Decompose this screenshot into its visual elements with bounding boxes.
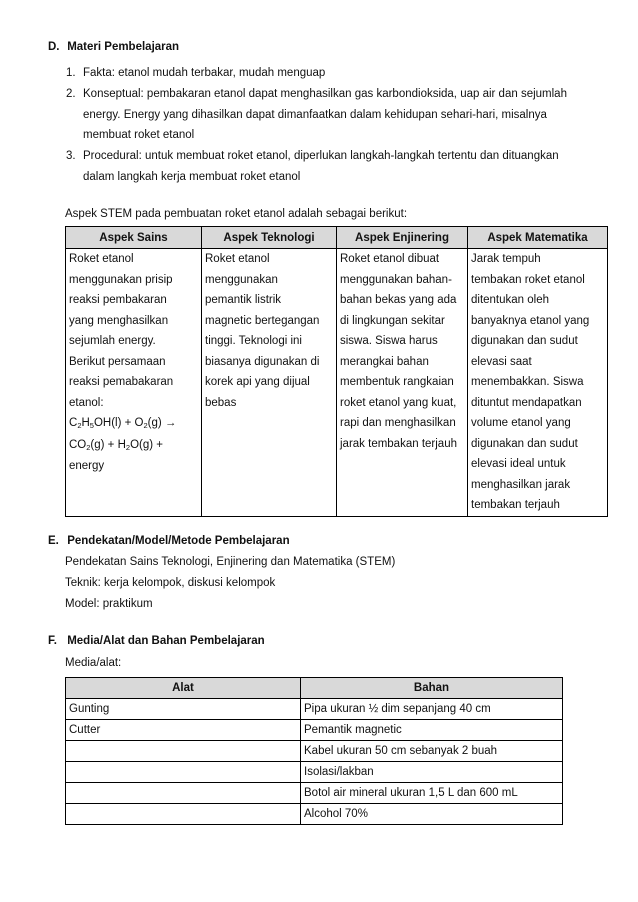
sains-line: Berikut persamaan — [69, 355, 166, 368]
alat-cell — [66, 804, 301, 825]
header-bahan: Bahan — [301, 678, 563, 699]
section-d-title: Materi Pembelajaran — [67, 41, 180, 53]
item-1-line-1: Fakta: etanol mudah terbakar, mudah menguap — [83, 67, 326, 79]
teknologi-line: bebas — [205, 396, 237, 409]
item-2-number: 2. — [66, 88, 76, 100]
matematika-line: volume etanol yang — [471, 417, 571, 429]
eq-tail: (g) → — [147, 417, 177, 429]
alat-cell: Cutter — [66, 720, 301, 741]
eq-o-sub: 2 — [143, 421, 148, 430]
matematika-line: digunakan dan sudut — [471, 437, 578, 450]
section-e-title: Pendekatan/Model/Metode Pembelajaran — [67, 535, 290, 547]
sains-line: sejumlah energy. — [69, 335, 156, 347]
matematika-line: elevasi saat — [471, 355, 532, 368]
item-1-number: 1. — [66, 67, 76, 79]
item-2-line-2: energy. Energy yang dihasilkan dapat dimanfaatkan dalam kehidupan sehari-hari, misalnya — [83, 109, 547, 121]
item-3-number: 3. — [66, 150, 76, 162]
eq-co-sub: 2 — [86, 442, 91, 452]
sains-line: reaksi pemabakaran — [69, 376, 174, 388]
header-enjinering: Aspek Enjinering — [337, 227, 468, 249]
alat-bahan-header-row — [66, 678, 563, 699]
bahan-cell: Pemantik magnetic — [301, 720, 563, 741]
reaction-equation-line-2 — [69, 435, 198, 457]
table-row — [66, 741, 563, 762]
header-sains: Aspek Sains — [66, 227, 202, 249]
enjinering-line: menggunakan bahan- — [340, 273, 452, 286]
matematika-line: elevasi ideal untuk — [471, 458, 566, 470]
eq-co: CO — [69, 438, 87, 451]
media-label: Media/alat: — [65, 657, 122, 669]
stem-table-header-row — [66, 227, 608, 249]
eq-h2-sub: 2 — [125, 442, 131, 452]
cell-matematika — [468, 249, 608, 517]
sains-line: reaksi pembakaran — [69, 294, 167, 306]
enjinering-line: rapi dan menghasilkan — [340, 417, 456, 429]
item-3-line-2: dalam langkah kerja membuat roket etanol — [83, 171, 301, 183]
enjinering-line: Roket etanol dibuat — [340, 253, 440, 265]
matematika-line: menembakkan. Siswa — [471, 376, 584, 388]
teknologi-line: korek api yang dijual — [205, 376, 310, 388]
matematika-line: Jarak tempuh — [471, 253, 541, 265]
enjinering-line: bahan bekas yang ada — [340, 294, 457, 306]
section-f-title: Media/Alat dan Bahan Pembelajaran — [67, 635, 265, 647]
eq-oh: OH(l) + O — [93, 417, 144, 429]
matematika-line: banyaknya etanol yang — [471, 314, 590, 327]
matematika-line: tembakan roket etanol — [471, 273, 585, 286]
item-2-line-1: Konseptual: pembakaran etanol dapat menghasilkan gas karbondioksida, uap air dan sejumlah — [83, 88, 567, 100]
stem-table — [65, 226, 608, 517]
enjinering-line: jarak tembakan terjauh — [340, 437, 457, 450]
teknologi-line: tinggi. Teknologi ini — [205, 335, 302, 347]
sains-line: menggunakan prisip — [69, 273, 173, 286]
header-matematika: Aspek Matematika — [468, 227, 608, 249]
alat-bahan-table — [65, 677, 563, 825]
alat-cell — [66, 762, 301, 783]
matematika-line: digunakan dan sudut — [471, 335, 578, 347]
enjinering-line: membentuk rangkaian — [340, 376, 454, 388]
cell-enjinering — [337, 249, 468, 517]
table-row — [66, 783, 563, 804]
table-row — [66, 720, 563, 741]
teknologi-line: magnetic bertegangan — [205, 314, 320, 327]
sains-line: energy — [69, 460, 105, 472]
matematika-line: ditentukan oleh — [471, 294, 550, 306]
enjinering-line: di lingkungan sekitar — [340, 314, 445, 327]
section-e-line-1: Pendekatan Sains Teknologi, Enjinering dan Matematika (STEM) — [65, 556, 396, 568]
section-d-letter: D. — [48, 41, 60, 53]
item-2-line-3: membuat roket etanol — [83, 129, 195, 141]
bahan-cell: Kabel ukuran 50 cm sebanyak 2 buah — [301, 741, 563, 762]
item-3-line-1: Procedural: untuk membuat roket etanol, diperlukan langkah-langkah tertentu dan dituangkan — [83, 150, 559, 162]
reaction-equation-line-1 — [69, 413, 198, 435]
eq-c-sub: 2 — [77, 421, 82, 430]
section-e-letter: E. — [48, 535, 59, 547]
matematika-line: menghasilkan jarak — [471, 478, 571, 491]
sains-line: yang menghasilkan — [69, 314, 169, 327]
cell-teknologi — [202, 249, 337, 517]
alat-cell — [66, 783, 301, 804]
eq-mid: (g) + H — [90, 438, 126, 451]
bahan-cell: Isolasi/lakban — [301, 762, 563, 783]
teknologi-line: pemantik listrik — [205, 294, 282, 306]
sains-line: Roket etanol — [69, 253, 134, 265]
enjinering-line: siswa. Siswa harus — [340, 335, 438, 347]
enjinering-line: merangkai bahan — [340, 355, 429, 368]
matematika-line: tembakan terjauh — [471, 499, 560, 511]
header-alat: Alat — [66, 678, 301, 699]
cell-sains — [66, 249, 202, 517]
sains-line: etanol: — [69, 396, 104, 409]
matematika-line: dituntut mendapatkan — [471, 396, 582, 409]
section-e-heading — [48, 535, 290, 547]
bahan-cell: Botol air mineral ukuran 1,5 L dan 600 mL — [301, 783, 563, 804]
stem-intro: Aspek STEM pada pembuatan roket etanol adalah sebagai berikut: — [65, 208, 408, 220]
section-e-line-2: Teknik: kerja kelompok, diskusi kelompok — [65, 577, 276, 589]
header-teknologi: Aspek Teknologi — [202, 227, 337, 249]
section-d-heading — [48, 41, 179, 53]
eq-tail-2: O(g) + — [130, 438, 163, 451]
section-e-line-3: Model: praktikum — [65, 598, 153, 610]
eq-c: C — [69, 417, 78, 429]
teknologi-line: menggunakan — [205, 273, 278, 286]
table-row — [66, 762, 563, 783]
teknologi-line: biasanya digunakan di — [205, 355, 320, 368]
eq-h: H — [81, 417, 90, 429]
teknologi-line: Roket etanol — [205, 253, 270, 265]
enjinering-line: roket etanol yang kuat, — [340, 396, 457, 409]
alat-cell — [66, 741, 301, 762]
stem-table-row — [66, 249, 608, 517]
bahan-cell: Pipa ukuran ½ dim sepanjang 40 cm — [301, 699, 563, 720]
bahan-cell: Alcohol 70% — [301, 804, 563, 825]
table-row — [66, 804, 563, 825]
alat-cell: Gunting — [66, 699, 301, 720]
section-f-letter: F. — [48, 635, 57, 647]
eq-h-sub: 5 — [89, 421, 94, 430]
section-f-heading — [48, 635, 265, 647]
table-row — [66, 699, 563, 720]
